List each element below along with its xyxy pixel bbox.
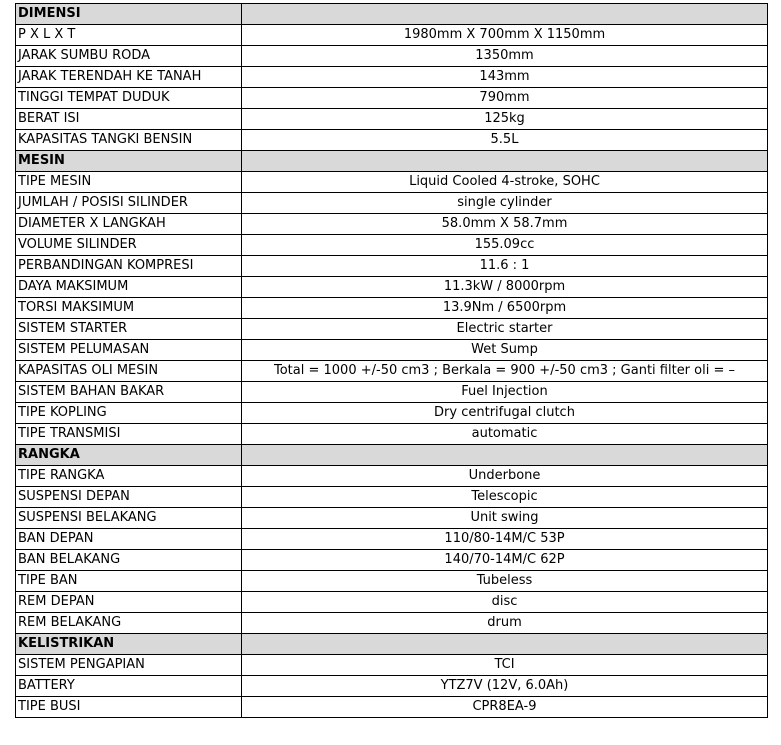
spec-label: TORSI MAKSIMUM [16,298,242,319]
section-header-blank [242,4,768,25]
spec-row [16,193,768,214]
section-title: MESIN [16,151,242,172]
section-title: KELISTRIKAN [16,634,242,655]
spec-value: Dry centrifugal clutch [242,403,768,424]
spec-label: JARAK SUMBU RODA [16,46,242,67]
spec-row [16,403,768,424]
section-header-row [16,634,768,655]
spec-label: BATTERY [16,676,242,697]
spec-label: VOLUME SILINDER [16,235,242,256]
spec-label: JUMLAH / POSISI SILINDER [16,193,242,214]
spec-label: SISTEM PENGAPIAN [16,655,242,676]
spec-row [16,172,768,193]
spec-label: BAN BELAKANG [16,550,242,571]
spec-label: TIPE RANGKA [16,466,242,487]
spec-value: 155.09cc [242,235,768,256]
section-header-blank [242,151,768,172]
section-title: DIMENSI [16,4,242,25]
spec-row [16,676,768,697]
spec-value: Tubeless [242,571,768,592]
spec-value: 143mm [242,67,768,88]
spec-row [16,256,768,277]
spec-value: 1350mm [242,46,768,67]
spec-label: DAYA MAKSIMUM [16,277,242,298]
spec-value: 5.5L [242,130,768,151]
spec-value: Liquid Cooled 4-stroke, SOHC [242,172,768,193]
spec-value: automatic [242,424,768,445]
spec-row [16,361,768,382]
section-header-blank [242,634,768,655]
spec-value: Underbone [242,466,768,487]
spec-label: TIPE TRANSMISI [16,424,242,445]
section-title: RANGKA [16,445,242,466]
spec-value: 1980mm X 700mm X 1150mm [242,25,768,46]
spec-label: KAPASITAS TANGKI BENSIN [16,130,242,151]
spec-label: SISTEM STARTER [16,319,242,340]
spec-label: TIPE MESIN [16,172,242,193]
spec-table [15,3,768,718]
spec-value: 110/80-14M/C 53P [242,529,768,550]
spec-row [16,25,768,46]
spec-table-body [16,4,768,718]
spec-label: BERAT ISI [16,109,242,130]
spec-value: CPR8EA-9 [242,697,768,718]
spec-row [16,340,768,361]
spec-label: DIAMETER X LANGKAH [16,214,242,235]
spec-row [16,319,768,340]
spec-row [16,298,768,319]
spec-value: 11.3kW / 8000rpm [242,277,768,298]
spec-value: drum [242,613,768,634]
spec-row [16,466,768,487]
spec-value: 140/70-14M/C 62P [242,550,768,571]
spec-value: Fuel Injection [242,382,768,403]
spec-label: JARAK TERENDAH KE TANAH [16,67,242,88]
spec-row [16,613,768,634]
spec-label: SISTEM PELUMASAN [16,340,242,361]
spec-value: 11.6 : 1 [242,256,768,277]
spec-row [16,508,768,529]
spec-label: SUSPENSI DEPAN [16,487,242,508]
spec-label: REM DEPAN [16,592,242,613]
spec-value: Electric starter [242,319,768,340]
spec-row [16,487,768,508]
spec-row [16,424,768,445]
spec-value: YTZ7V (12V, 6.0Ah) [242,676,768,697]
spec-label: PERBANDINGAN KOMPRESI [16,256,242,277]
spec-label: KAPASITAS OLI MESIN [16,361,242,382]
spec-value: 58.0mm X 58.7mm [242,214,768,235]
spec-row [16,697,768,718]
spec-value: single cylinder [242,193,768,214]
spec-row [16,109,768,130]
spec-value: Total = 1000 +/-50 cm3 ; Berkala = 900 +/-50 cm3 ; Ganti filter oli = – [242,361,768,382]
spec-row [16,277,768,298]
spec-row [16,67,768,88]
spec-row [16,130,768,151]
spec-label: TINGGI TEMPAT DUDUK [16,88,242,109]
spec-label: TIPE KOPLING [16,403,242,424]
section-header-row [16,151,768,172]
spec-row [16,46,768,67]
spec-label: SUSPENSI BELAKANG [16,508,242,529]
spec-label: TIPE BUSI [16,697,242,718]
spec-value: 790mm [242,88,768,109]
section-header-blank [242,445,768,466]
section-header-row [16,4,768,25]
spec-row [16,529,768,550]
spec-value: 125kg [242,109,768,130]
spec-label: BAN DEPAN [16,529,242,550]
spec-row [16,88,768,109]
spec-value: Wet Sump [242,340,768,361]
spec-label: REM BELAKANG [16,613,242,634]
section-header-row [16,445,768,466]
spec-row [16,571,768,592]
spec-value: Telescopic [242,487,768,508]
spec-value: 13.9Nm / 6500rpm [242,298,768,319]
spec-value: TCI [242,655,768,676]
spec-row [16,382,768,403]
spec-row [16,214,768,235]
spec-value: disc [242,592,768,613]
spec-label: TIPE BAN [16,571,242,592]
spec-row [16,550,768,571]
spec-row [16,235,768,256]
spec-row [16,655,768,676]
spec-value: Unit swing [242,508,768,529]
spec-label: P X L X T [16,25,242,46]
spec-label: SISTEM BAHAN BAKAR [16,382,242,403]
spec-row [16,592,768,613]
